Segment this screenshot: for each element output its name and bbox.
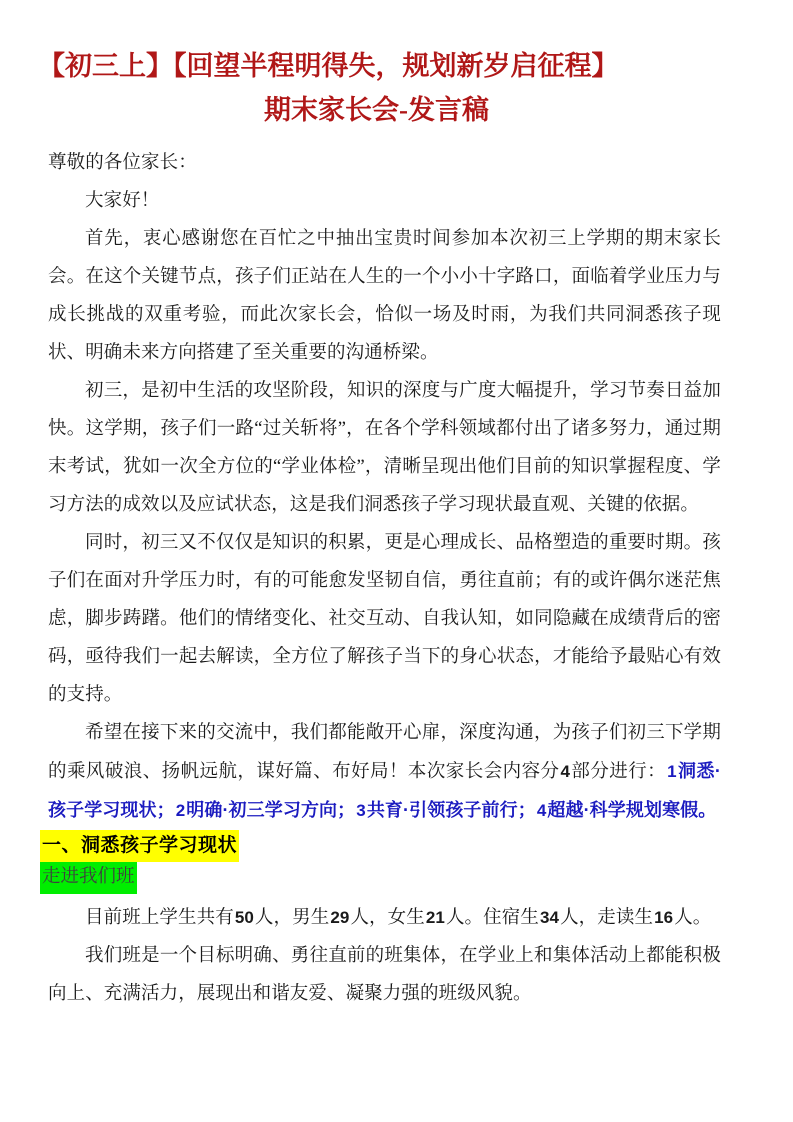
document-title-line-1: 【初三上】【回望半程明得失，规划新岁启征程】 bbox=[38, 51, 619, 81]
section-heading-1: 一、洞悉孩子学习现状 bbox=[40, 830, 239, 862]
document-title-line-2: 期末家长会-发言稿 bbox=[264, 95, 489, 125]
stats-total-students: 50 bbox=[234, 908, 254, 927]
stats-day-students-count: 16 bbox=[654, 908, 674, 927]
section-heading-1-row bbox=[38, 830, 755, 862]
stats-text-f: 人。 bbox=[674, 908, 712, 928]
paragraph-4-intro: 希望在接下来的交流中，我们都能敞开心扉，深度沟通，为孩子们初三下学期的乘风破浪、扬帆远航，谋好篇、布好局！本次家长会内容分 bbox=[48, 723, 721, 782]
agenda-item-4-number: 4 bbox=[536, 801, 547, 820]
paragraph-4-part-count: 4 bbox=[560, 762, 571, 781]
stats-text-c: 人，女生 bbox=[350, 908, 425, 928]
stats-girls-count: 21 bbox=[425, 908, 445, 927]
salutation: 尊敬的各位家长： bbox=[48, 153, 197, 173]
stats-boys-count: 29 bbox=[330, 908, 350, 927]
subheading-1: 走进我们班 bbox=[40, 862, 137, 894]
agenda-item-4 bbox=[536, 800, 717, 820]
stats-text-a: 目前班上学生共有 bbox=[85, 908, 234, 928]
class-statistics bbox=[38, 899, 755, 937]
agenda-item-2-number: 2 bbox=[175, 801, 186, 820]
greeting: 大家好！ bbox=[85, 191, 160, 211]
agenda-item-1-number: 1 bbox=[667, 762, 677, 781]
agenda-item-1-label: 洞悉·孩子学习现状； bbox=[48, 761, 721, 820]
paragraph-4-intro-tail: 部分进行： bbox=[571, 762, 667, 782]
paragraph-4 bbox=[38, 714, 755, 830]
agenda-item-3-label: 共育·引领孩子前行； bbox=[366, 800, 536, 820]
stats-text-b: 人，男生 bbox=[254, 908, 330, 928]
paragraph-3: 同时，初三又不仅仅是知识的积累，更是心理成长、品格塑造的重要时期。孩子们在面对升学压力时，有的可能愈发坚韧自信，勇往直前；有的或许偶尔迷茫焦虑，脚步踌躇。他们的情绪变化、社交互动、自我认知，如同隐藏在成绩背后的密码，亟待我们一起去解读，全方位了解孩子当下的身心状态，才能给予最贴心有效的支持。 bbox=[48, 533, 721, 705]
agenda-item-3-number: 3 bbox=[356, 801, 366, 820]
agenda-item-2 bbox=[175, 800, 356, 820]
agenda-item-4-label: 超越·科学规划寒假。 bbox=[547, 800, 717, 820]
stats-text-d: 人。住宿生 bbox=[445, 908, 539, 928]
paragraph-1: 首先，衷心感谢您在百忙之中抽出宝贵时间参加本次初三上学期的期末家长会。在这个关键节点，孩子们正站在人生的一个小小十字路口，面临着学业压力与成长挑战的双重考验，而此次家长会，恰似一场及时雨，为我们共同洞悉孩子现状、明确未来方向搭建了至关重要的沟通桥梁。 bbox=[48, 229, 721, 363]
spacer bbox=[38, 132, 755, 144]
agenda-item-2-label: 明确·初三学习方向； bbox=[186, 800, 356, 820]
subheading-1-row bbox=[38, 862, 755, 894]
paragraph-2: 初三，是初中生活的攻坚阶段，知识的深度与广度大幅提升，学习节奏日益加快。这学期，孩子们一路“过关斩将”，在各个学科领域都付出了诸多努力，通过期末考试，犹如一次全方位的“学业体检”，清晰呈现出他们目前的知识掌握程度、学习方法的成效以及应试状态，这是我们洞悉孩子学习现状最直观、关键的依据。 bbox=[48, 381, 721, 515]
stats-text-e: 人，走读生 bbox=[560, 908, 654, 928]
agenda-item-3 bbox=[355, 800, 536, 820]
stats-boarders-count: 34 bbox=[539, 908, 560, 927]
paragraph-5: 我们班是一个目标明确、勇往直前的班集体，在学业上和集体活动上都能积极向上、充满活力，展现出和谐友爱、凝聚力强的班级风貌。 bbox=[48, 946, 721, 1004]
